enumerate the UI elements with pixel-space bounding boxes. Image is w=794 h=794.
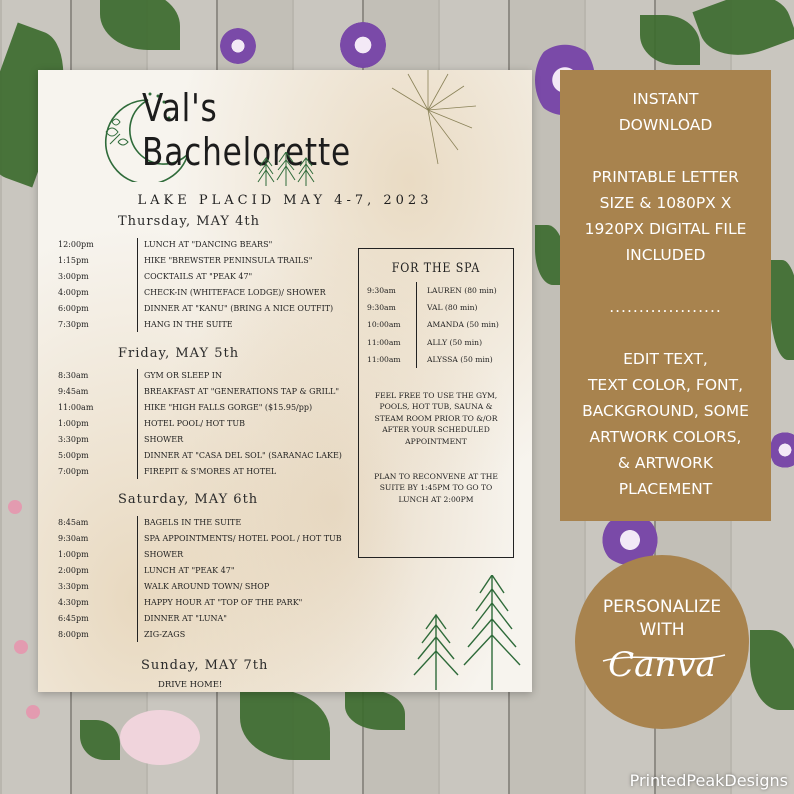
flower-decoration	[120, 710, 200, 765]
divider-line	[416, 282, 417, 368]
page-title: Val's Bachelorette	[142, 86, 351, 174]
schedule-row: 9:30am SPA APPOINTMENTS/ HOTEL POOL / HOT TUB	[58, 533, 342, 543]
divider-line	[137, 516, 138, 642]
panel-text: SIZE & 1080PX X	[599, 194, 732, 212]
panel-text: BACKGROUND, SOME	[582, 402, 749, 420]
spa-row: 11:00am ALYSSA (50 min)	[367, 354, 493, 364]
spa-row: 11:00am ALLY (50 min)	[367, 337, 483, 347]
schedule-row: 6:00pm DINNER AT "KANU" (BRING A NICE OUTFIT)	[58, 303, 334, 313]
day-heading: Saturday, MAY 6th	[118, 492, 259, 507]
schedule-friday	[58, 367, 378, 480]
divider-line	[137, 238, 138, 332]
schedule-row: 3:30pm SHOWER	[58, 434, 184, 444]
schedule-row: 1:00pm SHOWER	[58, 549, 184, 559]
flower-decoration	[14, 640, 28, 654]
canva-badge	[575, 555, 749, 729]
panel-text: EDIT TEXT,	[623, 350, 708, 368]
schedule-row: 5:00pm DINNER AT "CASA DEL SOL" (SARANAC LAKE)	[58, 451, 342, 461]
flower-decoration	[8, 500, 22, 514]
spa-note: FEEL FREE TO USE THE GYM, POOLS, HOT TUB, SAUNA & STEAM ROOM PRIOR TO &/OR AFTER YOUR SCHEDULED APPOINTMENT	[374, 390, 498, 446]
panel-divider: ...................	[609, 298, 722, 316]
badge-text: PERSONALIZE	[602, 597, 722, 617]
schedule-saturday	[58, 514, 378, 643]
schedule-row: 6:45pm DINNER AT "LUNA"	[58, 614, 227, 624]
trip-subtitle: LAKE PLACID MAY 4-7, 2023	[137, 193, 433, 208]
schedule-row: 8:45am BAGELS IN THE SUITE	[58, 517, 242, 527]
pine-trees-icon	[256, 152, 316, 186]
badge-text: WITH	[639, 620, 685, 640]
schedule-row: 2:00pm LUNCH AT "PEAK 47"	[58, 565, 235, 575]
itinerary-paper	[38, 70, 532, 692]
panel-text: TEXT COLOR, FONT,	[587, 376, 744, 394]
info-panel	[560, 70, 771, 521]
schedule-row: 7:00pm FIREPIT & S'MORES AT HOTEL	[58, 467, 277, 477]
sunday-note: DRIVE HOME!	[158, 680, 223, 690]
day-heading: Thursday, MAY 4th	[118, 214, 261, 229]
sunburst-icon	[378, 70, 478, 166]
schedule-row: 1:15pm HIKE "BREWSTER PENINSULA TRAILS"	[58, 255, 313, 265]
spa-box	[358, 248, 514, 558]
flower-decoration	[770, 430, 794, 470]
spa-appointments	[359, 282, 513, 368]
schedule-row: 9:45am BREAKFAST AT "GENERATIONS TAP & GRILL"	[58, 386, 340, 396]
divider-line	[137, 369, 138, 479]
schedule-thursday	[58, 236, 378, 333]
swash-icon	[599, 651, 729, 665]
pine-trees-icon	[408, 575, 532, 690]
flower-decoration	[220, 28, 256, 64]
spa-row: 10:00am AMANDA (50 min)	[367, 320, 499, 330]
panel-text: INCLUDED	[625, 246, 706, 264]
spa-title: FOR THE SPA	[391, 261, 481, 276]
panel-text: INSTANT	[632, 90, 699, 108]
schedule-row: 7:30pm HANG IN THE SUITE	[58, 320, 233, 330]
schedule-row: 1:00pm HOTEL POOL/ HOT TUB	[58, 418, 245, 428]
panel-text: DOWNLOAD	[618, 116, 713, 134]
schedule-row: 11:00am HIKE "HIGH FALLS GORGE" ($15.95/pp)	[58, 402, 313, 412]
schedule-row: 3:00pm COCKTAILS AT "PEAK 47"	[58, 271, 253, 281]
schedule-row: 4:00pm CHECK-IN (WHITEFACE LODGE)/ SHOWER	[58, 287, 326, 297]
panel-text: ARTWORK COLORS,	[589, 428, 742, 446]
brand-watermark: PrintedPeakDesigns	[629, 771, 788, 790]
day-heading: Friday, MAY 5th	[118, 346, 240, 361]
panel-text: PRINTABLE LETTER	[592, 168, 739, 186]
canva-logo-text: Canva	[608, 645, 716, 685]
panel-text: & ARTWORK	[617, 454, 714, 472]
flower-decoration	[26, 705, 40, 719]
spa-note: PLAN TO RECONVENE AT THE SUITE BY 1:45PM TO GO TO LUNCH AT 2:00PM	[374, 471, 498, 504]
spa-row: 9:30am VAL (80 min)	[367, 303, 478, 313]
schedule-row: 8:30am GYM OR SLEEP IN	[58, 370, 222, 380]
day-heading: Sunday, MAY 7th	[141, 658, 269, 673]
schedule-row: 4:30pm HAPPY HOUR AT "TOP OF THE PARK"	[58, 598, 303, 608]
flower-decoration	[340, 22, 386, 68]
spa-row: 9:30am LAUREN (80 min)	[367, 286, 497, 296]
schedule-row: 8:00pm ZIG-ZAGS	[58, 630, 186, 640]
schedule-row: 3:30pm WALK AROUND TOWN/ SHOP	[58, 581, 270, 591]
panel-text: PLACEMENT	[618, 480, 713, 498]
panel-text: 1920PX DIGITAL FILE	[584, 220, 747, 238]
schedule-row: 12:00pm LUNCH AT "DANCING BEARS"	[58, 239, 273, 249]
